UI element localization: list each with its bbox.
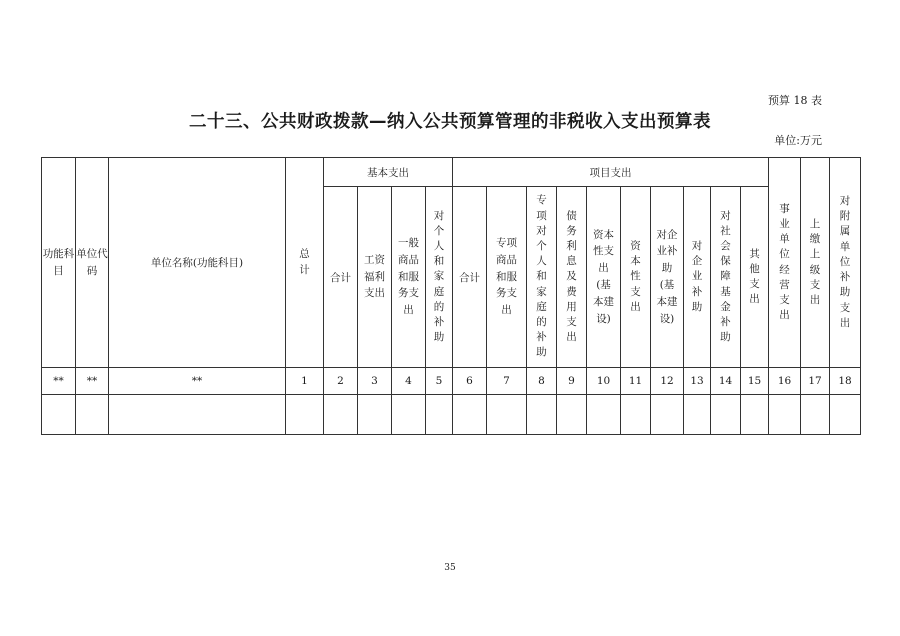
col-unit-name: 单位名称(功能科目) (109, 158, 286, 368)
col-function-subject: 功能科目 (42, 158, 76, 368)
project-col-enterprise-construction: 对企业补助(基本建设) (651, 187, 684, 368)
col-total: 总计 (286, 158, 324, 368)
col-unit-code: 单位代码 (76, 158, 109, 368)
empty-data-row (42, 395, 861, 435)
project-col-debt-interest: 债务利息及费用支出 (557, 187, 587, 368)
code-row: ** ** ** 1 2 3 4 5 6 7 8 9 10 11 12 13 14 15 16 17 18 (42, 368, 861, 395)
basic-col-goods-services: 一般商品和服务支出 (392, 187, 426, 368)
col-remit-superior-expenditure: 上缴上级支出 (801, 158, 830, 368)
page-number: 35 (444, 563, 456, 573)
group-project-expenditure: 项目支出 (453, 158, 769, 187)
group-basic-expenditure: 基本支出 (324, 158, 453, 187)
form-number: 预算 18 表 (768, 94, 822, 107)
unit-label: 单位:万元 (774, 134, 822, 147)
project-col-goods-services: 专项商品和服务支出 (487, 187, 527, 368)
basic-col-household-subsidy: 对个人和家庭的补助 (426, 187, 453, 368)
project-col-subtotal: 合计 (453, 187, 487, 368)
col-enterprise-business-expenditure: 事业单位经营支出 (769, 158, 801, 368)
project-col-capital: 资本性支出 (621, 187, 651, 368)
basic-col-subtotal: 合计 (324, 187, 358, 368)
project-col-enterprise-subsidy: 对企业补助 (684, 187, 711, 368)
project-col-capital-construction: 资本性支出(基本建设) (587, 187, 621, 368)
header-row-groups (42, 158, 861, 187)
page-title: 二十三、公共财政拨款—纳入公共预算管理的非税收入支出预算表 (189, 112, 711, 132)
budget-table (41, 157, 861, 435)
col-subsidiary-subsidy-expenditure: 对附属单位补助支出 (830, 158, 861, 368)
project-col-household-subsidy: 专项对个人和家庭的补助 (527, 187, 557, 368)
project-col-other: 其他支出 (741, 187, 769, 368)
basic-col-wages: 工资福利支出 (358, 187, 392, 368)
project-col-social-security-subsidy: 对社会保障基金补助 (711, 187, 741, 368)
